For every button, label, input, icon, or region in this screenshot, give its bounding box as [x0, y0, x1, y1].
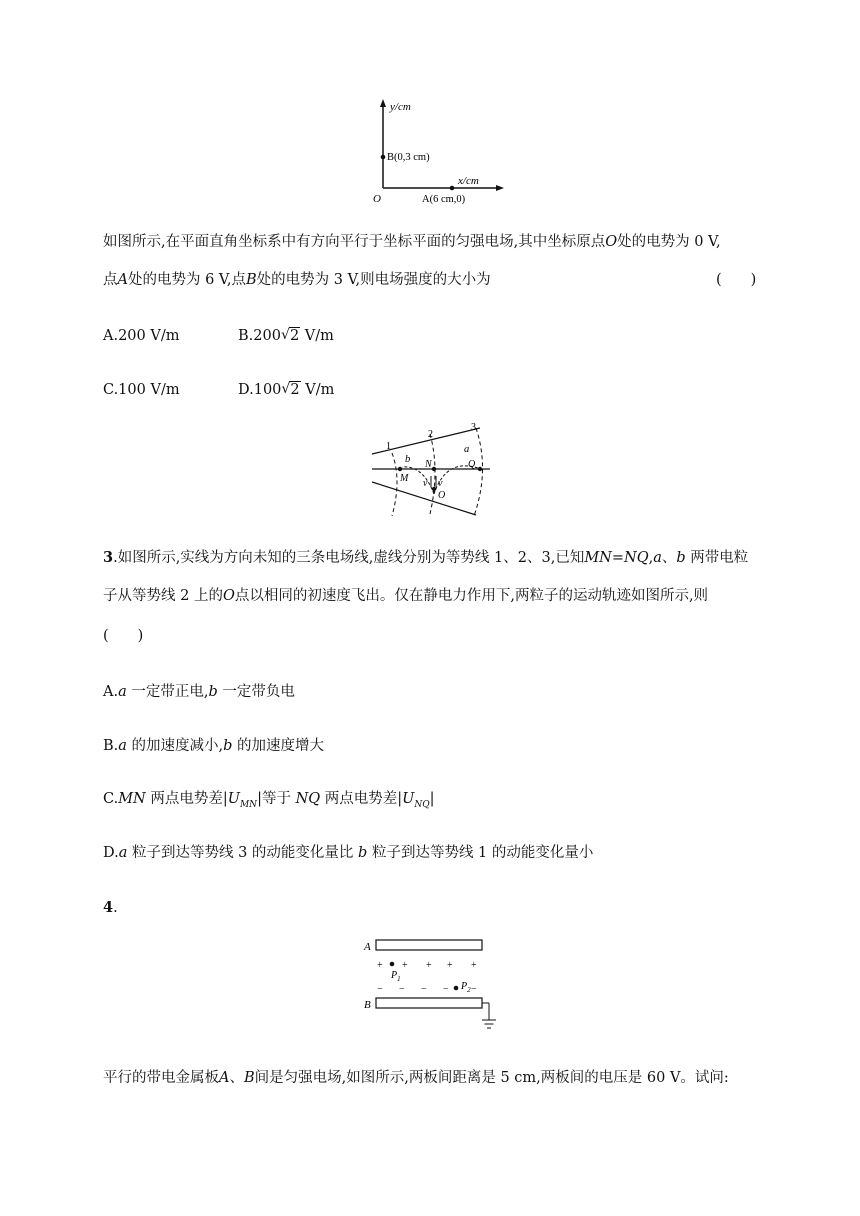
option-c: C.100 V/m	[103, 382, 180, 398]
question-2-line-2: 点A处的电势为 6 V,点B处的电势为 3 V,则电场强度的大小为	[103, 272, 491, 288]
option-b: B.200√ 2 V/m	[238, 326, 334, 346]
q3-option-d: D.a 粒子到达等势线 3 的动能变化量比 b 粒子到达等势线 1 的动能变化量小	[103, 845, 594, 861]
question-4-number: 4.	[103, 899, 118, 916]
label-b: b	[405, 454, 411, 465]
plus-sign: +	[447, 960, 453, 971]
point-p2-label: $P_2$	[461, 981, 471, 994]
minus-sign: −	[377, 984, 383, 995]
coordinate-figure	[365, 96, 505, 212]
q3-option-c: C.MN 两点电势差$|U_{MN}|$等于 NQ 两点电势差$|U_{NQ}|$	[103, 791, 435, 810]
option-a: A.200 V/m	[103, 328, 180, 344]
label-q: Q	[468, 459, 476, 470]
plate-a-label: A	[364, 941, 371, 953]
minus-sign: −	[399, 984, 405, 995]
label-o: O	[438, 490, 446, 501]
plus-sign: +	[402, 960, 408, 971]
q3-option-b: B.a 的加速度减小,b 的加速度增大	[103, 738, 325, 754]
minus-sign: −	[443, 984, 449, 995]
label-3: 3	[471, 422, 476, 433]
origin-label: O	[373, 193, 381, 205]
option-d: D.100√ 2 V/m	[238, 380, 334, 400]
field-lines-figure	[368, 420, 498, 524]
plate-b-label: B	[364, 999, 371, 1011]
label-a: a	[464, 444, 470, 455]
parallel-plates-figure	[360, 936, 500, 1038]
q3-option-a: A.a 一定带正电,b 一定带负电	[103, 684, 295, 700]
sqrt-symbol: √ 2	[281, 326, 300, 346]
label-1: 1	[386, 441, 391, 452]
label-m: M	[400, 473, 409, 484]
label-2: 2	[428, 429, 433, 440]
question-2-line-1: 如图所示,在平面直角坐标系中有方向平行于坐标平面的匀强电场,其中坐标原点O处的电势为 0 V,	[103, 234, 721, 250]
plus-sign: +	[471, 960, 477, 971]
plus-sign: +	[426, 960, 432, 971]
point-b-label: B(0,3 cm)	[387, 152, 430, 163]
question-3-line-2: 子从等势线 2 上的O点以相同的初速度飞出。仅在静电力作用下,两粒子的运动轨迹如图所示,则	[103, 588, 709, 604]
minus-sign: −	[421, 984, 427, 995]
answer-paren: ( )	[716, 272, 757, 288]
point-a-label: A(6 cm,0)	[422, 194, 466, 205]
question-4-line-1: 平行的带电金属板A、B间是匀强电场,如图所示,两板间距离是 5 cm,两板间的电压是 60 V。试问:	[103, 1070, 729, 1086]
x-axis-label: x/cm	[458, 175, 479, 187]
plus-sign: +	[377, 960, 383, 971]
label-v-left: v	[423, 478, 428, 489]
sqrt-symbol: √ 2	[281, 380, 300, 400]
answer-paren: ( )	[103, 628, 144, 644]
question-3-line-1: 3.如图所示,实线为方向未知的三条电场线,虚线分别为等势线 1、2、3,已知MN=NQ,a、b 两带电粒	[103, 549, 749, 566]
point-p1-label: $P_1$	[391, 970, 401, 983]
y-axis-label: y/cm	[390, 101, 411, 113]
minus-sign: −	[471, 984, 477, 995]
label-n: N	[425, 459, 432, 470]
label-v-right: v	[438, 478, 443, 489]
